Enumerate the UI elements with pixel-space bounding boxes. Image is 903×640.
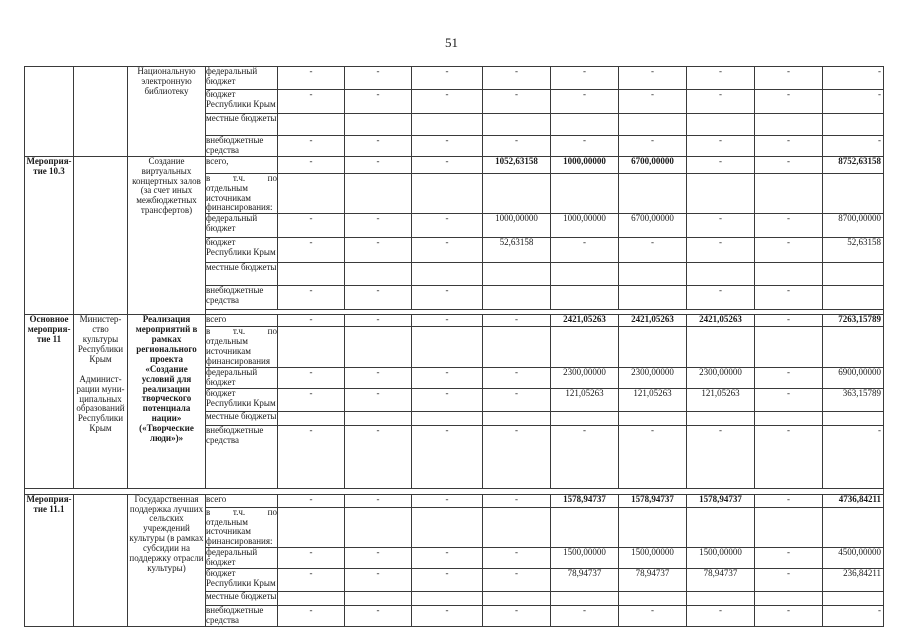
value-cell bbox=[687, 592, 755, 606]
measure-name: Создание виртуальных концертных залов (за счет иных межбюджетных трансфертов) bbox=[128, 156, 206, 315]
value-cell bbox=[755, 173, 823, 214]
empty-value: - bbox=[345, 67, 412, 90]
amount-value: 1500,00000 bbox=[687, 548, 755, 569]
empty-value: - bbox=[278, 494, 345, 507]
empty-value: - bbox=[412, 425, 483, 488]
empty-value: - bbox=[687, 425, 755, 488]
amount-value: 8752,63158 bbox=[823, 156, 884, 173]
amount-value: 1000,00000 bbox=[551, 156, 619, 173]
value-cell bbox=[823, 592, 884, 606]
empty-value: - bbox=[483, 136, 551, 157]
empty-value: - bbox=[412, 156, 483, 173]
funding-source: всего, bbox=[206, 156, 278, 173]
empty-value: - bbox=[619, 238, 687, 263]
value-cell bbox=[823, 173, 884, 214]
value-cell bbox=[619, 286, 687, 310]
empty-value: - bbox=[412, 136, 483, 157]
value-cell bbox=[687, 507, 755, 548]
empty-value: - bbox=[412, 214, 483, 238]
amount-value: 1000,00000 bbox=[483, 214, 551, 238]
empty-value: - bbox=[687, 90, 755, 114]
funding-source: бюджет Республики Крым bbox=[206, 90, 278, 114]
funding-source-incl: в т.ч. по отдельным источникам финансирования bbox=[206, 326, 277, 367]
value-cell bbox=[551, 592, 619, 606]
funding-source: внебюджетные средства bbox=[206, 606, 278, 627]
empty-value: - bbox=[345, 548, 412, 569]
amount-value: 1500,00000 bbox=[619, 548, 687, 569]
empty-value: - bbox=[345, 238, 412, 263]
value-cell bbox=[823, 507, 884, 548]
empty-value: - bbox=[278, 367, 345, 388]
empty-value: - bbox=[755, 136, 823, 157]
value-cell bbox=[619, 263, 687, 286]
amount-value: 363,15789 bbox=[823, 388, 884, 411]
value-cell bbox=[483, 507, 551, 548]
empty-value: - bbox=[345, 367, 412, 388]
value-cell bbox=[823, 286, 884, 310]
funding-source: федеральный бюджет bbox=[206, 214, 278, 238]
value-cell bbox=[483, 263, 551, 286]
amount-value: 1052,63158 bbox=[483, 156, 551, 173]
empty-value: - bbox=[412, 548, 483, 569]
value-cell bbox=[551, 263, 619, 286]
empty-value: - bbox=[687, 67, 755, 90]
empty-value: - bbox=[278, 315, 345, 327]
amount-value: 1578,94737 bbox=[619, 494, 687, 507]
measure-name: Государственная поддержка лучших сельских учреждений культуры (в рамках субсидии на поддержку отрасли культуры) bbox=[128, 494, 206, 626]
empty-value: - bbox=[483, 569, 551, 592]
amount-value: 2300,00000 bbox=[551, 367, 619, 388]
empty-value: - bbox=[755, 569, 823, 592]
amount-value: 52,63158 bbox=[823, 238, 884, 263]
executor bbox=[74, 315, 128, 488]
empty-value: - bbox=[278, 286, 345, 310]
empty-value: - bbox=[755, 606, 823, 627]
empty-value: - bbox=[619, 90, 687, 114]
empty-value: - bbox=[412, 286, 483, 310]
value-cell bbox=[345, 327, 412, 368]
amount-value: 2300,00000 bbox=[619, 367, 687, 388]
empty-value: - bbox=[345, 494, 412, 507]
executor-cell bbox=[74, 494, 128, 626]
value-cell bbox=[755, 411, 823, 425]
empty-value: - bbox=[345, 315, 412, 327]
empty-value: - bbox=[278, 67, 345, 90]
value-cell bbox=[755, 592, 823, 606]
empty-value: - bbox=[412, 388, 483, 411]
page-number: 51 bbox=[445, 35, 458, 50]
value-cell bbox=[823, 263, 884, 286]
value-cell bbox=[412, 327, 483, 368]
empty-value: - bbox=[483, 548, 551, 569]
amount-value: 6900,00000 bbox=[823, 367, 884, 388]
value-cell bbox=[551, 507, 619, 548]
executor-ministry: Министер-ство культуры Республики Крым bbox=[77, 314, 124, 364]
empty-value: - bbox=[551, 606, 619, 627]
value-cell bbox=[551, 173, 619, 214]
empty-value: - bbox=[755, 388, 823, 411]
amount-value: 4736,84211 bbox=[823, 494, 884, 507]
empty-value: - bbox=[551, 90, 619, 114]
amount-value: 121,05263 bbox=[551, 388, 619, 411]
funding-source-incl: в т.ч. по отдельным источникам финансирования: bbox=[206, 172, 277, 213]
amount-value: 1000,00000 bbox=[551, 214, 619, 238]
empty-value: - bbox=[483, 315, 551, 327]
executor-cell bbox=[74, 156, 128, 315]
empty-value: - bbox=[278, 548, 345, 569]
empty-value: - bbox=[551, 238, 619, 263]
value-cell bbox=[278, 592, 345, 606]
value-cell bbox=[687, 411, 755, 425]
empty-value: - bbox=[755, 548, 823, 569]
empty-value: - bbox=[551, 136, 619, 157]
value-cell bbox=[483, 411, 551, 425]
empty-value: - bbox=[412, 315, 483, 327]
measure-name: Национальную электронную библиотеку bbox=[128, 67, 206, 157]
amount-value: 1500,00000 bbox=[551, 548, 619, 569]
executor-administrations: Админист-рации муни-ципальных образований Республики Крым bbox=[76, 373, 125, 434]
value-cell bbox=[755, 327, 823, 368]
empty-value: - bbox=[483, 367, 551, 388]
value-cell bbox=[755, 263, 823, 286]
value-cell bbox=[823, 327, 884, 368]
value-cell bbox=[412, 263, 483, 286]
value-cell bbox=[483, 327, 551, 368]
table-row bbox=[25, 67, 884, 90]
amount-value: 121,05263 bbox=[687, 388, 755, 411]
funding-source: внебюджетные средства bbox=[206, 136, 278, 157]
empty-value: - bbox=[687, 286, 755, 310]
empty-value: - bbox=[619, 136, 687, 157]
amount-value: 2421,05263 bbox=[687, 315, 755, 327]
empty-value: - bbox=[345, 136, 412, 157]
empty-value: - bbox=[823, 425, 884, 488]
funding-source: местные бюджеты bbox=[206, 592, 278, 606]
empty-value: - bbox=[278, 156, 345, 173]
measure-id: Основное мероприя-тие 11 bbox=[25, 315, 74, 488]
empty-value: - bbox=[687, 606, 755, 627]
empty-value: - bbox=[687, 136, 755, 157]
empty-value: - bbox=[687, 238, 755, 263]
empty-value: - bbox=[755, 156, 823, 173]
value-cell bbox=[412, 173, 483, 214]
empty-value: - bbox=[823, 606, 884, 627]
empty-value: - bbox=[278, 90, 345, 114]
value-cell bbox=[278, 507, 345, 548]
funding-source: всего bbox=[206, 494, 278, 507]
value-cell bbox=[278, 327, 345, 368]
amount-value: 2421,05263 bbox=[551, 315, 619, 327]
empty-value: - bbox=[823, 67, 884, 90]
empty-value: - bbox=[278, 425, 345, 488]
empty-value: - bbox=[755, 90, 823, 114]
funding-source-incl: в т.ч. по отдельным источникам финансирования: bbox=[206, 506, 277, 547]
value-cell bbox=[483, 286, 551, 310]
empty-value: - bbox=[345, 388, 412, 411]
amount-value: 78,94737 bbox=[619, 569, 687, 592]
amount-value: 8700,00000 bbox=[823, 214, 884, 238]
amount-value: 2421,05263 bbox=[619, 315, 687, 327]
measure-name: Реализация мероприятий в рамках регионального проекта «Создание условий для реализации творческого потенциала нации» («Творческие люди»)» bbox=[128, 315, 206, 488]
funding-source: федеральный бюджет bbox=[206, 67, 278, 90]
empty-value: - bbox=[278, 388, 345, 411]
value-cell bbox=[551, 411, 619, 425]
value-cell bbox=[619, 592, 687, 606]
value-cell bbox=[412, 592, 483, 606]
value-cell bbox=[345, 263, 412, 286]
empty-value: - bbox=[412, 367, 483, 388]
empty-value: - bbox=[551, 425, 619, 488]
empty-value: - bbox=[755, 238, 823, 263]
value-cell bbox=[687, 173, 755, 214]
budget-table bbox=[24, 66, 884, 627]
amount-value: 2300,00000 bbox=[687, 367, 755, 388]
table-row bbox=[25, 315, 884, 327]
empty-value: - bbox=[345, 569, 412, 592]
value-cell bbox=[551, 114, 619, 136]
value-cell bbox=[483, 173, 551, 214]
value-cell bbox=[823, 114, 884, 136]
amount-value: 6700,00000 bbox=[619, 214, 687, 238]
value-cell bbox=[551, 327, 619, 368]
amount-value: 1578,94737 bbox=[551, 494, 619, 507]
table-row bbox=[25, 494, 884, 507]
value-cell bbox=[619, 507, 687, 548]
value-cell bbox=[412, 507, 483, 548]
value-cell bbox=[755, 114, 823, 136]
empty-value: - bbox=[345, 286, 412, 310]
empty-value: - bbox=[551, 67, 619, 90]
amount-value: 236,84211 bbox=[823, 569, 884, 592]
empty-value: - bbox=[619, 606, 687, 627]
value-cell bbox=[823, 411, 884, 425]
empty-value: - bbox=[483, 425, 551, 488]
value-cell bbox=[345, 507, 412, 548]
funding-source: федеральный бюджет bbox=[206, 367, 278, 388]
measure-id: Мероприя-тие 11.1 bbox=[25, 494, 74, 626]
value-cell bbox=[483, 114, 551, 136]
empty-value: - bbox=[483, 67, 551, 90]
empty-value: - bbox=[755, 286, 823, 310]
empty-value: - bbox=[412, 238, 483, 263]
funding-source: местные бюджеты bbox=[206, 263, 278, 286]
value-cell bbox=[483, 592, 551, 606]
empty-value: - bbox=[687, 214, 755, 238]
empty-value: - bbox=[619, 67, 687, 90]
empty-value: - bbox=[345, 425, 412, 488]
empty-value: - bbox=[412, 606, 483, 627]
executor-cell bbox=[74, 67, 128, 157]
empty-value: - bbox=[345, 90, 412, 114]
value-cell bbox=[345, 411, 412, 425]
empty-value: - bbox=[278, 569, 345, 592]
value-cell bbox=[687, 114, 755, 136]
table-row bbox=[25, 156, 884, 173]
value-cell bbox=[619, 173, 687, 214]
value-cell bbox=[278, 411, 345, 425]
value-cell bbox=[278, 263, 345, 286]
value-cell bbox=[412, 114, 483, 136]
value-cell bbox=[345, 592, 412, 606]
measure-id: Мероприя-тие 10.3 bbox=[25, 156, 74, 315]
empty-value: - bbox=[278, 214, 345, 238]
value-cell bbox=[687, 327, 755, 368]
empty-value: - bbox=[278, 238, 345, 263]
empty-value: - bbox=[412, 67, 483, 90]
value-cell bbox=[687, 263, 755, 286]
funding-source: местные бюджеты bbox=[206, 411, 278, 425]
measure-id-cell bbox=[25, 67, 74, 157]
empty-value: - bbox=[345, 606, 412, 627]
value-cell bbox=[345, 173, 412, 214]
funding-source: всего bbox=[206, 315, 278, 327]
value-cell bbox=[755, 507, 823, 548]
empty-value: - bbox=[619, 425, 687, 488]
empty-value: - bbox=[345, 156, 412, 173]
amount-value: 78,94737 bbox=[687, 569, 755, 592]
empty-value: - bbox=[755, 67, 823, 90]
empty-value: - bbox=[687, 156, 755, 173]
amount-value: 6700,00000 bbox=[619, 156, 687, 173]
empty-value: - bbox=[412, 494, 483, 507]
value-cell bbox=[278, 114, 345, 136]
value-cell bbox=[619, 114, 687, 136]
table-body bbox=[25, 67, 884, 627]
empty-value: - bbox=[755, 494, 823, 507]
amount-value: 52,63158 bbox=[483, 238, 551, 263]
value-cell bbox=[412, 411, 483, 425]
empty-value: - bbox=[412, 90, 483, 114]
empty-value: - bbox=[755, 367, 823, 388]
empty-value: - bbox=[483, 90, 551, 114]
funding-source: внебюджетные средства bbox=[206, 286, 278, 310]
empty-value: - bbox=[345, 214, 412, 238]
amount-value: 1578,94737 bbox=[687, 494, 755, 507]
empty-value: - bbox=[483, 494, 551, 507]
value-cell bbox=[551, 286, 619, 310]
value-cell bbox=[619, 411, 687, 425]
funding-source: внебюджетные средства bbox=[206, 425, 278, 488]
empty-value: - bbox=[483, 388, 551, 411]
empty-value: - bbox=[755, 425, 823, 488]
funding-source: бюджет Республики Крым bbox=[206, 388, 278, 411]
empty-value: - bbox=[278, 136, 345, 157]
funding-source: бюджет Республики Крым bbox=[206, 238, 278, 263]
value-cell bbox=[345, 114, 412, 136]
empty-value: - bbox=[823, 136, 884, 157]
amount-value: 78,94737 bbox=[551, 569, 619, 592]
funding-source: бюджет Республики Крым bbox=[206, 569, 278, 592]
empty-value: - bbox=[755, 315, 823, 327]
empty-value: - bbox=[823, 90, 884, 114]
funding-source: федеральный бюджет bbox=[206, 548, 278, 569]
amount-value: 7263,15789 bbox=[823, 315, 884, 327]
value-cell bbox=[619, 327, 687, 368]
empty-value: - bbox=[412, 569, 483, 592]
empty-value: - bbox=[755, 214, 823, 238]
empty-value: - bbox=[278, 606, 345, 627]
empty-value: - bbox=[483, 606, 551, 627]
funding-source: местные бюджеты bbox=[206, 114, 278, 136]
amount-value: 4500,00000 bbox=[823, 548, 884, 569]
value-cell bbox=[278, 173, 345, 214]
amount-value: 121,05263 bbox=[619, 388, 687, 411]
